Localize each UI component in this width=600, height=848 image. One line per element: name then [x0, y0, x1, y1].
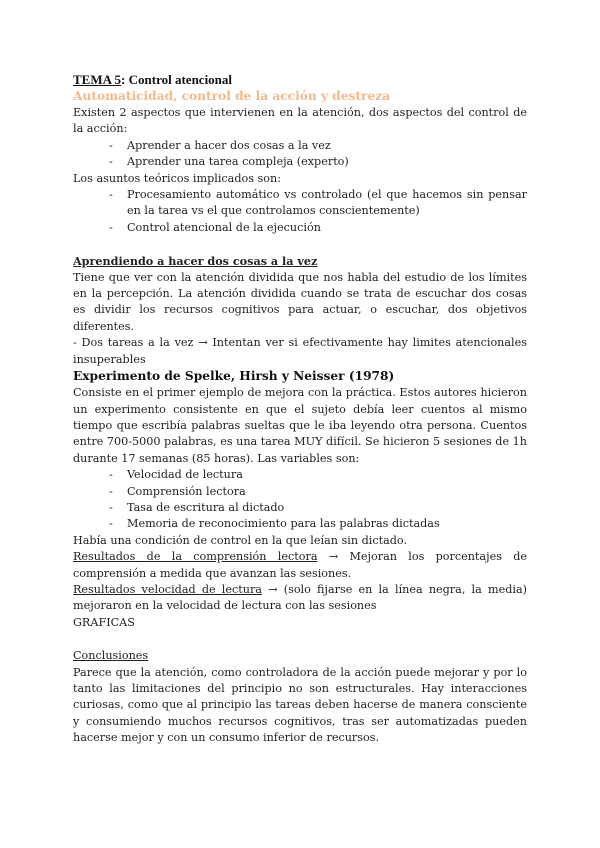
list-item: - Procesamiento automático vs controlado (el que hacemos sin pensar en la tarea vs el que controlamos conscientemente)	[109, 187, 527, 220]
result-comprension	[73, 549, 527, 582]
list-item: - Aprender a hacer dos cosas a la vez	[109, 138, 527, 154]
result-velocidad-text: → (solo fijarse en la línea negra, la media) mejoraron en la velocidad de lectura con las sesiones	[73, 582, 527, 613]
tema-title: : Control atencional	[121, 72, 233, 87]
result-comprension-label: Resultados de la comprensión lectora	[73, 550, 318, 564]
result-velocidad-label: Resultados velocidad de lectura	[73, 582, 262, 596]
control-condition-text: Había una condición de control en la que leían sin dictado.	[73, 533, 408, 547]
list-item: - Control atencional de la ejecución	[109, 220, 527, 236]
list-item: - Tasa de escritura al dictado	[109, 500, 527, 516]
page-title	[73, 72, 527, 88]
section-paragraph: Tiene que ver con la atención dividida que nos habla del estudio de los límites en la percepción. La atención dividida cuando se trata de escuchar dos cosas es dividir los recursos cognitivos para actuar, o escuchar, dos objetivos diferentes.	[73, 270, 527, 333]
list-item: - Comprensión lectora	[109, 484, 527, 500]
list-item: - Aprender una tarea compleja (experto)	[109, 154, 527, 170]
intro-text-1: Existen 2 aspectos que intervienen en la atención, dos aspectos del control de la acción:	[73, 106, 527, 136]
result-comprension-text: → Mejoran los porcentajes de comprensión a medida que avanzan las sesiones.	[73, 550, 528, 580]
experiment-paragraph: Consiste en el primer ejemplo de mejora con la práctica. Estos autores hicieron un experimento consistente en que el sujeto debía leer cuentos al mismo tiempo que escribía palabras sueltas que le iba leyendo otra persona. Cuentos entre 700-5000 palabras, es una tarea MUY difícil. Se hicieron 5 sesiones de 1h durante 17 semanas (85 horas). Las variables son:	[73, 386, 527, 465]
intro-list-1	[73, 138, 527, 171]
variables-list	[73, 467, 527, 533]
intro-text-2: Los asuntos teóricos implicados son:	[73, 171, 281, 185]
experiment-heading: Experimento de Spelke, Hirsh y Neisser (1978)	[73, 369, 395, 384]
list-item: - Memoria de reconocimiento para las palabras dictadas	[109, 516, 527, 532]
intro-list-2	[73, 187, 527, 236]
section-heading: Aprendiendo a hacer dos cosas a la vez	[73, 254, 318, 269]
page-subtitle: Automaticidad, control de la acción y destreza	[73, 89, 391, 103]
tema-label: TEMA 5	[73, 72, 122, 87]
list-item: - Velocidad de lectura	[109, 467, 527, 483]
section-paragraph: - Dos tareas a la vez → Intentan ver si efectivamente hay limites atencionales insuperables	[73, 336, 527, 366]
result-velocidad	[73, 582, 527, 615]
conclusions-text: Parece que la atención, como controladora de la acción puede mejorar y por lo tanto las limitaciones del principio no son estructurales. Hay interacciones curiosas, como que al principio las tareas deben hacerse de manera consciente y consumiendo muchos recursos cognitivos, tras ser automatizadas pueden hacerse mejor y con un consumo inferior de recursos.	[73, 665, 527, 745]
conclusions-heading: Conclusiones	[73, 649, 149, 663]
graficas-label: GRAFICAS	[73, 615, 135, 629]
